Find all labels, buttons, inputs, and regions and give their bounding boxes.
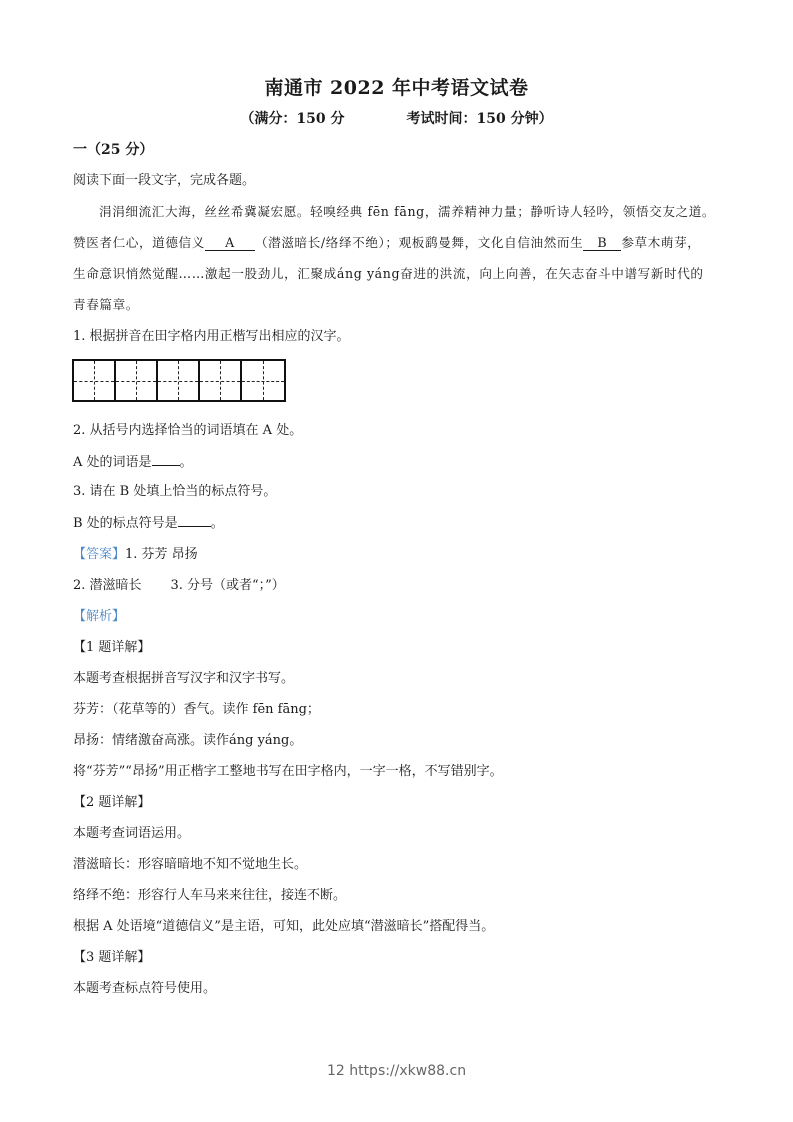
q1-detail-line: 芬芳：（花草等的）香气。读作 fēn fāng；: [73, 702, 320, 717]
passage-text: 赞医者仁心，道德信义: [73, 235, 205, 250]
passage-line-3: 生命意识悄然觉醒……激起一股劲儿，汇聚成áng yáng奋进的洪流，向上向善，在矢志奋斗中谱写新时代的: [73, 266, 704, 281]
grid-cell[interactable]: [200, 361, 242, 400]
q2-detail-line: 根据 A 处语境“道德信义”是主语，可知，此处应填“潜滋暗长”搭配得当。: [73, 919, 495, 934]
page-title: 南通市 2022 年中考语文试卷: [264, 77, 529, 99]
answer-text: 1. 芬芳 昂扬: [125, 547, 198, 562]
blank-b: B: [583, 235, 621, 251]
q2-detail-line: 络绎不绝：形容行人车马来来往往，接连不断。: [73, 888, 347, 903]
question-3-answer-line: [73, 514, 224, 533]
answer-line-1: [73, 546, 198, 564]
question-3: 3. 请在 B 处填上恰当的标点符号。: [73, 484, 277, 499]
q1-detail-line: 本题考查根据拼音写汉字和汉字书写。: [73, 671, 295, 686]
passage-line-1: 涓涓细流汇大海，丝丝希冀凝宏愿。轻嗅经典 fēn fāng，濡养精神力量；静听诗人轻吟，领悟交友之道。: [99, 204, 716, 219]
answer-line-2: 2. 潜滋暗长 3. 分号（或者“；”）: [73, 578, 285, 593]
grid-cell[interactable]: [116, 361, 158, 400]
tianzige-grid[interactable]: [72, 359, 286, 402]
grid-cell[interactable]: [158, 361, 200, 400]
answer-blank-b[interactable]: [178, 514, 211, 527]
section-heading: 一（25 分）: [73, 142, 154, 158]
passage-text: 参草木萌芽，: [621, 235, 701, 250]
q1-detail-line: 昂扬：情绪激奋高涨。读作áng yáng。: [73, 733, 303, 748]
q2-detail-line: 潜滋暗长：形容暗暗地不知不觉地生长。: [73, 857, 308, 872]
period: 。: [210, 516, 224, 531]
question-2-answer-line: [73, 453, 193, 472]
period: 。: [179, 455, 193, 470]
passage-text: （潜滋暗长/络绎不绝）；观板鹞曼舞，文化自信油然而生: [254, 235, 584, 250]
q2-detail-heading: 【2 题详解】: [73, 795, 151, 810]
full-score: （满分：150 分: [240, 111, 345, 127]
answer-tag: 【答案】: [73, 547, 126, 562]
page-footer: 12 https://xkw88.cn: [326, 1063, 467, 1079]
passage-line-4: 青春篇章。: [73, 297, 139, 312]
grid-cell[interactable]: [242, 361, 284, 400]
answer-prompt: A 处的词语是: [73, 455, 152, 470]
exam-time: 考试时间：150 分钟）: [406, 111, 553, 127]
passage-line-2: [73, 234, 701, 252]
grid-cell[interactable]: [74, 361, 116, 400]
analysis-tag: 【解析】: [73, 609, 126, 624]
q2-detail-line: 本题考查词语运用。: [73, 826, 191, 841]
question-2: 2. 从括号内选择恰当的词语填在 A 处。: [73, 423, 303, 438]
q1-detail-heading: 【1 题详解】: [73, 640, 151, 655]
section-instruction: 阅读下面一段文字，完成各题。: [73, 173, 256, 188]
question-1: 1. 根据拼音在田字格内用正楷写出相应的汉字。: [73, 329, 350, 344]
blank-a: A: [205, 235, 255, 251]
answer-blank-a[interactable]: [152, 453, 180, 466]
exam-info: [0, 108, 793, 128]
q3-detail-heading: 【3 题详解】: [73, 950, 151, 965]
q1-detail-line: 将“芬芳”“昂扬”用正楷字工整地书写在田字格内，一字一格，不写错别字。: [73, 764, 503, 779]
answer-prompt: B 处的标点符号是: [73, 516, 178, 531]
q3-detail-line: 本题考查标点符号使用。: [73, 981, 217, 996]
